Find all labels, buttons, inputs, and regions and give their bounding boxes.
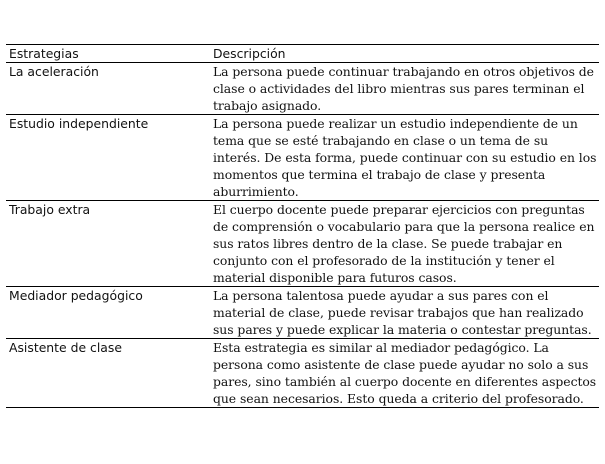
column-header-description: Descripción: [210, 45, 599, 63]
strategy-name: La aceleración: [6, 63, 210, 115]
table-row: [6, 287, 599, 339]
strategies-table-container: [6, 44, 599, 408]
table-header-row: [6, 45, 599, 63]
strategy-name: Asistente de clase: [6, 339, 210, 408]
strategy-name: Estudio independiente: [6, 115, 210, 201]
strategy-description: La persona talentosa puede ayudar a sus pares con el material de clase, puede revisar trabajos que han realizado sus pares y puede explicar la materia o contestar preguntas.: [210, 287, 599, 339]
table-row: [6, 201, 599, 287]
table-row: [6, 115, 599, 201]
column-header-strategy: Estrategias: [6, 45, 210, 63]
table-row: [6, 339, 599, 408]
strategy-description: El cuerpo docente puede preparar ejercicios con preguntas de comprensión o vocabulario para que la persona realice en sus ratos libres dentro de la clase. Se puede trabajar en conjunto con el profesorado de la institución y tener el material disponible para futuros casos.: [210, 201, 599, 287]
table-row: [6, 63, 599, 115]
strategy-name: Mediador pedagógico: [6, 287, 210, 339]
strategies-table: [6, 44, 599, 408]
strategy-description: La persona puede continuar trabajando en otros objetivos de clase o actividades del libro mientras sus pares terminan el trabajo asignado.: [210, 63, 599, 115]
strategy-description: La persona puede realizar un estudio independiente de un tema que se esté trabajando en clase o un tema de su interés. De esta forma, puede continuar con su estudio en los momentos que termina el trabajo de clase y presenta aburrimiento.: [210, 115, 599, 201]
strategy-description: Esta estrategia es similar al mediador pedagógico. La persona como asistente de clase puede ayudar no solo a sus pares, sino también al cuerpo docente en diferentes aspectos que sean necesarios. Esto queda a criterio del profesorado.: [210, 339, 599, 408]
strategy-name: Trabajo extra: [6, 201, 210, 287]
